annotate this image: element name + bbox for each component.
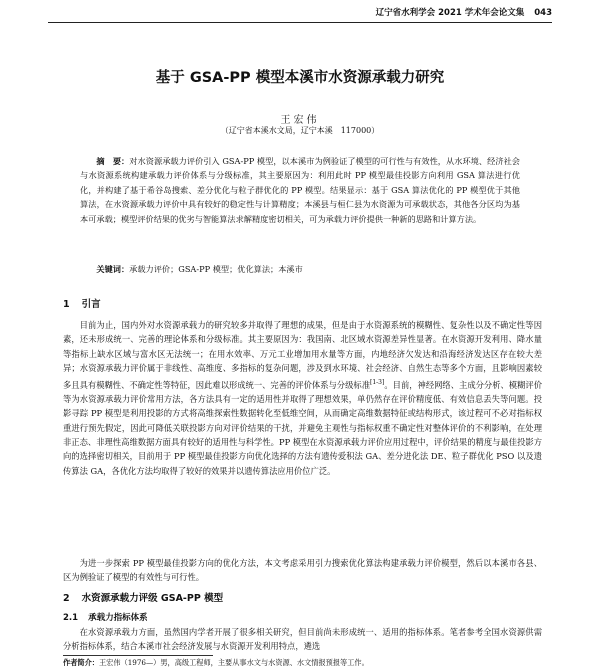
section-2-title: 水资源承载力评级 GSA-PP 模型 [81, 593, 224, 604]
abstract-label: 摘 要： [96, 156, 130, 166]
section-1-number: 1 [63, 299, 70, 310]
footnote-label: 作者简介： [63, 658, 99, 667]
section-1-para1-continued: 。目前，神经网络、主成分分析、模糊评价等为水资源承载力评价常用方法，各方法具有一定的适用性并取得了理想效果，单仍然存在评价精度低、有效信息丢失等问题。投影寻踪 PP 模型是利用投影的方式将高维探索性数据转化至低维空间，从而确定高维数据特征或结构形式，该过程可不必对指标权重进行预先假定，因此可降低关联投影方向对评价结果的干扰，并避免主观性与指标权重不确定性对整体评价的不利影响，在处理非正态、非理性高维数据方面具有较好的适用性与科学性。PP 模型在水资源承载力评价应用过程中，评价结果的精度与最佳投影方向的选择密切相关，目前用于 PP 模型最佳投影方向优化选择的方法有遗传爱积法 GA、差分进化法 DE、粒子群优化 PSO 以及遗传算法 GA，各优化方法均取得了较好的效果并以遗传算法应用价位广泛。 [63, 379, 542, 476]
section-2-heading [63, 590, 223, 604]
section-1-heading [63, 296, 101, 310]
paper-title: 基于 GSA-PP 模型本溪市水资源承载力研究 [155, 70, 445, 86]
subsection-2-1-title: 承载力指标体系 [88, 613, 148, 623]
keywords-label: 关键词： [96, 264, 130, 274]
footnote-text: 王宏伟（1976—）男，高级工程师，主要从事水文与水资源、水文情报预报等工作。 [98, 658, 369, 667]
author-affiliation: （辽宁省本溪水文局，辽宁本溪 117000） [220, 126, 380, 135]
author-name: 王宏伟 [280, 115, 320, 126]
section-1-title: 引言 [81, 299, 101, 310]
subsection-2-1-heading [63, 611, 148, 623]
subsection-2-1-number: 2.1 [63, 613, 79, 623]
page-number: 043 [534, 8, 552, 18]
running-header [48, 6, 552, 23]
section-1-para1-text: 目前为止，国内外对水资源承载力的研究较多并取得了理想的成果，但是由于水资源系统的模糊性、复杂性以及不确定性等因素，还未形成统一、完善的理论体系和分级标准。其主要原因为：我国南、北区域水资源差异性显著。在水资源开发利用、降水量等指标上缺水区域与富水区无法统一；在用水效率、万元工业增加用水量等方面，内地经济欠发达和沿海经济发达区存在较大差异；水资源承载力评价属于非线性、高维度、多指标的复杂问题，涉及到水环境、社会经济、自然生态等多个方面，且影响因素较多且具有模糊性、不确定性等特征，因此难以形成统一、完善的评价体系与分级标准 [63, 320, 542, 390]
keywords-text: 承载力评价；GSA-PP 模型；优化算法；本溪市 [129, 264, 303, 274]
journal-name: 辽宁省水利学会 2021 学术年会论文集 [375, 8, 525, 18]
section-2-number: 2 [63, 593, 70, 604]
abstract [80, 154, 520, 226]
keywords [80, 262, 520, 276]
abstract-text: 对水资源承载力评价引入 GSA-PP 模型，以本溪市为例验证了模型的可行性与有效性，从水环境、经济社会与水资源系统构建承载力评价体系与分级标准，其主要原因为：利用此时 PP 模型最佳投影方向利用 GSA 算法进行优化，并构建了基于希谷岛搜索、差分优化与粒子群优化的 PP 模型。结果显示：基于 GSA 算法优化的 PP 模型优于其他算法，在水资源承载力评价中具有较好的稳定性与计算精度；本溪县与桓仁县为水资源为可承载状态，其他各分区均为基本可承载；模型评价结果的优劣与智能算法求解精度密切相关，可为承载力评价提供一种新的思路和计算方法。 [80, 156, 520, 224]
footnote [63, 657, 542, 669]
section-1-paragraph-1 [63, 318, 542, 478]
footnote-divider [63, 655, 213, 656]
citation: [1-3] [370, 378, 385, 386]
section-1-paragraph-2: 为进一步探索 PP 模型最佳投影方向的优化方法，本文考虑采用引力搜索优化算法构建承载力评价模型，然后以本溪市各县、区为例验证了模型的有效性与可行性。 [63, 558, 542, 583]
section-2-paragraph-1: 在水资源承载力方面，虽然国内学者开展了很多相关研究，但目前尚未形成统一、适用的指标体系。笔者参考全国水资源供需分析指标体系，结合本溪市社会经济发展与水资源开发利用特点，遴选 [63, 627, 542, 652]
